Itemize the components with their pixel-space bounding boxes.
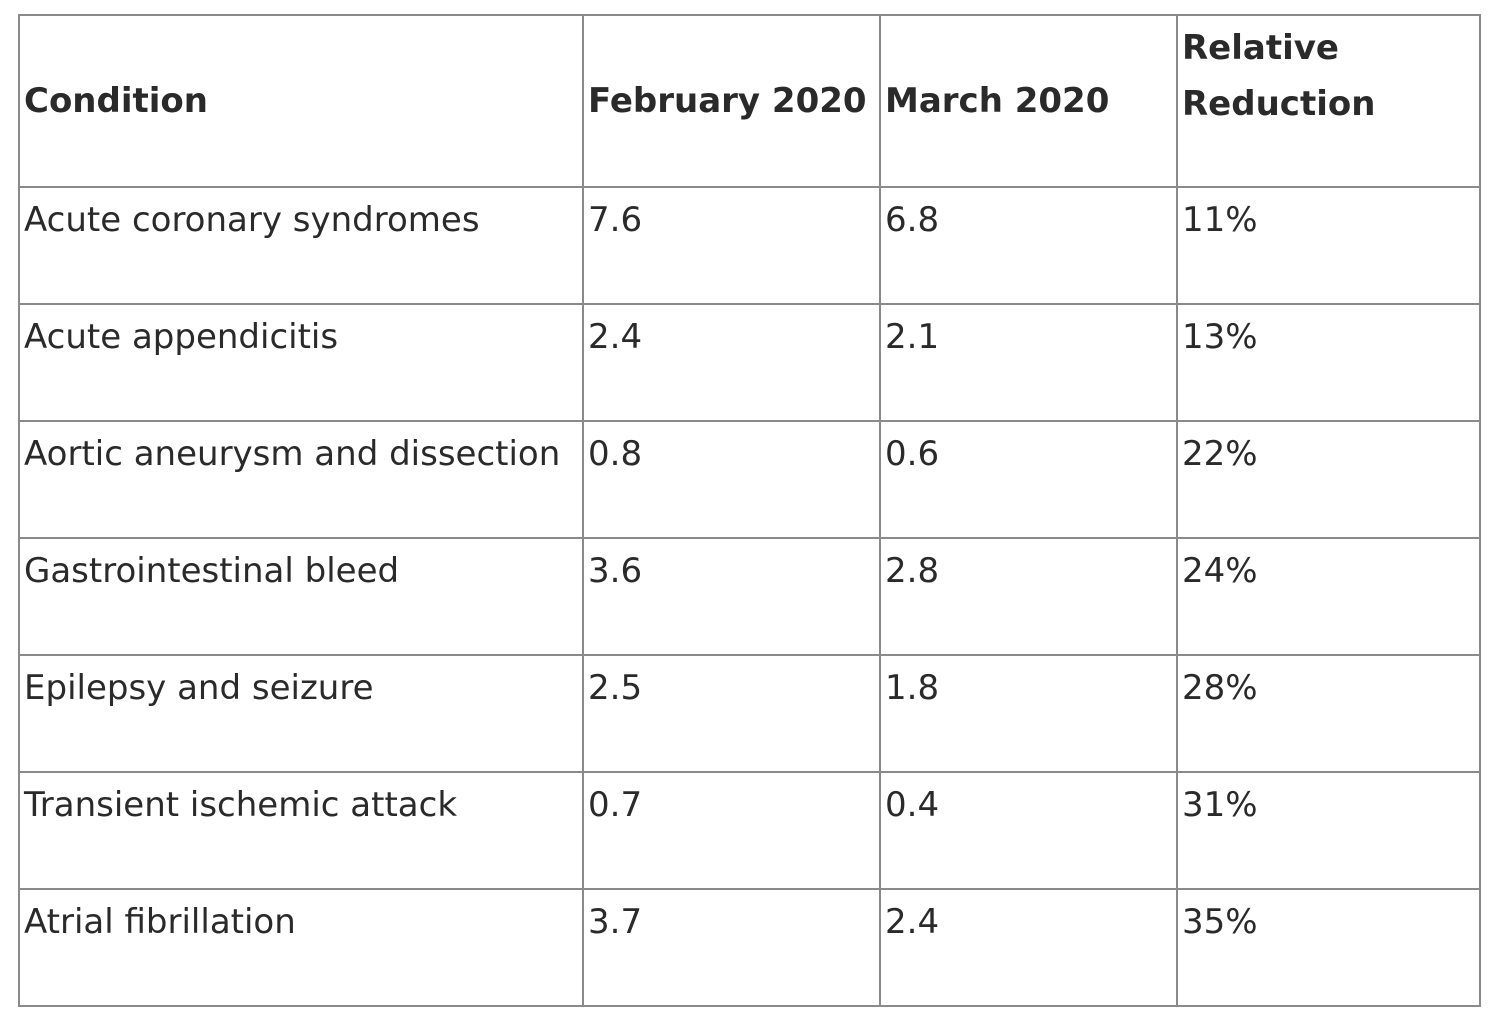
cell-february: 3.6 xyxy=(583,538,880,655)
cell-condition: Aortic aneurysm and dissection xyxy=(19,421,583,538)
cell-condition: Gastrointestinal bleed xyxy=(19,538,583,655)
cell-february: 2.4 xyxy=(583,304,880,421)
cell-reduction: 31% xyxy=(1177,772,1480,889)
cell-condition: Acute coronary syndromes xyxy=(19,187,583,304)
cell-reduction: 11% xyxy=(1177,187,1480,304)
cell-reduction: 28% xyxy=(1177,655,1480,772)
cell-reduction: 13% xyxy=(1177,304,1480,421)
cell-reduction: 22% xyxy=(1177,421,1480,538)
table-row xyxy=(19,772,1480,889)
cell-february: 3.7 xyxy=(583,889,880,1006)
cell-march: 0.6 xyxy=(880,421,1177,538)
table-row xyxy=(19,421,1480,538)
cell-february: 0.8 xyxy=(583,421,880,538)
cell-march: 2.4 xyxy=(880,889,1177,1006)
table-header xyxy=(19,15,1480,187)
cell-condition: Transient ischemic attack xyxy=(19,772,583,889)
table-row xyxy=(19,655,1480,772)
cell-condition: Epilepsy and seizure xyxy=(19,655,583,772)
cell-reduction: 35% xyxy=(1177,889,1480,1006)
table-row xyxy=(19,889,1480,1006)
cell-march: 2.8 xyxy=(880,538,1177,655)
cell-february: 0.7 xyxy=(583,772,880,889)
header-row xyxy=(19,15,1480,187)
cell-condition: Atrial fibrillation xyxy=(19,889,583,1006)
cell-reduction: 24% xyxy=(1177,538,1480,655)
header-march-2020: March 2020 xyxy=(880,15,1177,187)
cell-march: 2.1 xyxy=(880,304,1177,421)
header-relative-reduction: Relative Reduction xyxy=(1177,15,1480,187)
table-row xyxy=(19,187,1480,304)
table-row xyxy=(19,538,1480,655)
cell-march: 0.4 xyxy=(880,772,1177,889)
cell-march: 6.8 xyxy=(880,187,1177,304)
cell-february: 2.5 xyxy=(583,655,880,772)
cell-march: 1.8 xyxy=(880,655,1177,772)
table-row xyxy=(19,304,1480,421)
table-body xyxy=(19,187,1480,1006)
cell-condition: Acute appendicitis xyxy=(19,304,583,421)
header-february-2020: February 2020 xyxy=(583,15,880,187)
cell-february: 7.6 xyxy=(583,187,880,304)
condition-table xyxy=(18,14,1481,1007)
header-condition: Condition xyxy=(19,15,583,187)
